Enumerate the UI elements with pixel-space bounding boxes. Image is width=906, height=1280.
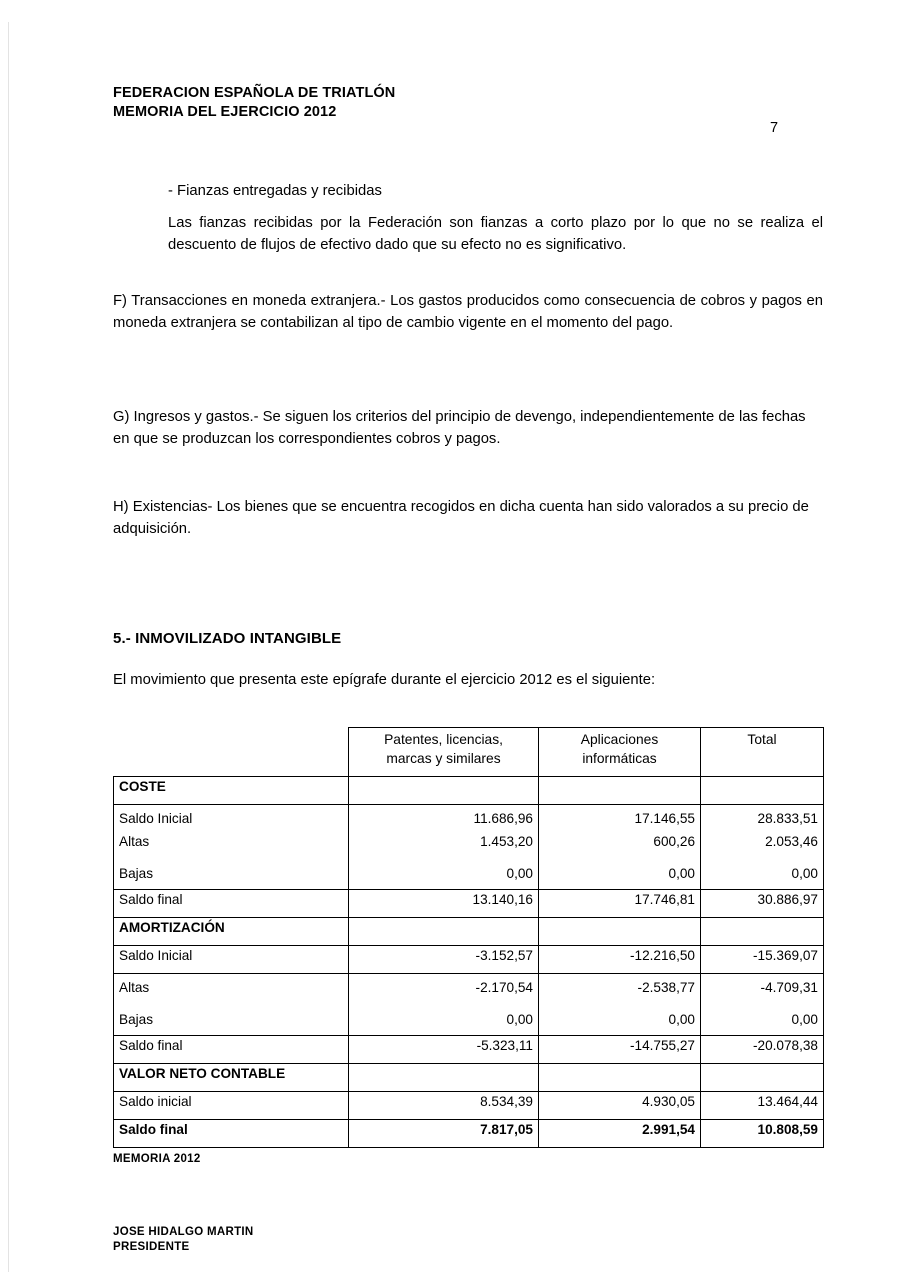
header-subtitle: MEMORIA DEL EJERCICIO 2012 bbox=[113, 104, 337, 120]
amortizacion-bajas-patentes: 0,00 bbox=[506, 1012, 533, 1027]
header-organization: FEDERACION ESPAÑOLA DE TRIATLÓN bbox=[113, 85, 396, 101]
valor-neto-saldo-inicial-aplicaciones: 4.930,05 bbox=[539, 1092, 701, 1120]
coste-bajas-aplicaciones: 0,00 bbox=[668, 866, 695, 881]
valor-neto-saldo-inicial-total: 13.464,44 bbox=[701, 1092, 824, 1120]
table-row bbox=[114, 805, 824, 890]
valor-neto-section-aplicaciones bbox=[539, 1064, 701, 1092]
coste-saldo-inicial-patentes: 11.686,96 bbox=[473, 811, 533, 826]
document-header bbox=[113, 84, 395, 122]
valor-neto-saldo-inicial-label: Saldo inicial bbox=[114, 1092, 349, 1120]
table-header-patentes bbox=[349, 728, 539, 777]
table-row bbox=[114, 1036, 824, 1064]
amortizacion-group-total bbox=[701, 974, 824, 1036]
valor-neto-section-patentes bbox=[349, 1064, 539, 1092]
amortizacion-bajas-label: Bajas bbox=[119, 1012, 154, 1027]
amortizacion-section-label: AMORTIZACIÓN bbox=[114, 918, 349, 946]
amortizacion-saldo-final-aplicaciones: -14.755,27 bbox=[539, 1036, 701, 1064]
valor-neto-section-total bbox=[701, 1064, 824, 1092]
table-header-aplicaciones bbox=[539, 728, 701, 777]
amortizacion-bajas-aplicaciones: 0,00 bbox=[668, 1012, 695, 1027]
table-row bbox=[114, 918, 824, 946]
valor-neto-section-label: VALOR NETO CONTABLE bbox=[114, 1064, 349, 1092]
section-h-paragraph: H) Existencias- Los bienes que se encuentra recogidos en dicha cuenta han sido valorados a su precio de adquisición. bbox=[113, 499, 809, 537]
coste-section-aplicaciones bbox=[539, 777, 701, 805]
amortizacion-saldo-inicial-total: -15.369,07 bbox=[701, 946, 824, 974]
section-g-block bbox=[113, 406, 823, 450]
amortizacion-altas-total: -4.709,31 bbox=[760, 980, 818, 995]
amortizacion-saldo-inicial-label: Saldo Inicial bbox=[114, 946, 349, 974]
intangible-assets-table bbox=[113, 727, 824, 1148]
section-f-block bbox=[113, 290, 823, 334]
amortizacion-group-aplicaciones bbox=[539, 974, 701, 1036]
coste-altas-label: Altas bbox=[119, 834, 150, 849]
valor-neto-saldo-final-patentes: 7.817,05 bbox=[349, 1120, 539, 1148]
amortizacion-altas-patentes: -2.170,54 bbox=[475, 980, 533, 995]
page-number: 7 bbox=[770, 120, 779, 136]
table-row bbox=[114, 777, 824, 805]
coste-section-total bbox=[701, 777, 824, 805]
coste-altas-patentes: 1.453,20 bbox=[480, 834, 533, 849]
coste-altas-aplicaciones: 600,26 bbox=[653, 834, 695, 849]
table-header-total: Total bbox=[701, 728, 824, 777]
table-row bbox=[114, 946, 824, 974]
amortizacion-altas-label: Altas bbox=[119, 980, 150, 995]
coste-saldo-inicial-total: 28.833,51 bbox=[757, 811, 818, 826]
valor-neto-saldo-inicial-patentes: 8.534,39 bbox=[349, 1092, 539, 1120]
scan-edge-line bbox=[8, 22, 9, 1272]
valor-neto-saldo-final-aplicaciones: 2.991,54 bbox=[539, 1120, 701, 1148]
section-5-title: 5.- INMOVILIZADO INTANGIBLE bbox=[113, 630, 342, 647]
intangible-assets-table-wrapper bbox=[113, 727, 823, 1148]
footer-signature-block bbox=[113, 1225, 254, 1255]
amortizacion-saldo-final-label: Saldo final bbox=[114, 1036, 349, 1064]
section-g-paragraph: G) Ingresos y gastos.- Se siguen los criterios del principio de devengo, independientemente de las fechas en que se produzcan los correspondientes cobros y pagos. bbox=[113, 409, 806, 447]
valor-neto-saldo-final-label: Saldo final bbox=[114, 1120, 349, 1148]
coste-saldo-final-label: Saldo final bbox=[114, 890, 349, 918]
footer-signer-role: PRESIDENTE bbox=[113, 1241, 190, 1253]
table-row bbox=[114, 1064, 824, 1092]
header-patentes-line1: Patentes, licencias, bbox=[384, 732, 503, 747]
amortizacion-saldo-final-total: -20.078,38 bbox=[701, 1036, 824, 1064]
table-row bbox=[114, 1120, 824, 1148]
header-patentes-line2: marcas y similares bbox=[386, 751, 501, 766]
section-h-block bbox=[113, 496, 823, 540]
amortizacion-bajas-total: 0,00 bbox=[791, 1012, 818, 1027]
amortizacion-group-labels bbox=[114, 974, 349, 1036]
coste-group-aplicaciones bbox=[539, 805, 701, 890]
amortizacion-saldo-final-patentes: -5.323,11 bbox=[349, 1036, 539, 1064]
table-header-blank bbox=[114, 728, 349, 777]
fianzas-paragraph: Las fianzas recibidas por la Federación son fianzas a corto plazo por lo que no se realiza el descuento de flujos de efectivo dado que su efecto no es significativo. bbox=[168, 215, 823, 253]
header-aplicaciones-line1: Aplicaciones bbox=[580, 732, 659, 747]
amortizacion-saldo-inicial-aplicaciones: -12.216,50 bbox=[539, 946, 701, 974]
table-header-row bbox=[114, 728, 824, 777]
coste-bajas-patentes: 0,00 bbox=[506, 866, 533, 881]
coste-saldo-inicial-label: Saldo Inicial bbox=[119, 811, 193, 826]
coste-saldo-final-aplicaciones: 17.746,81 bbox=[539, 890, 701, 918]
table-row bbox=[114, 1092, 824, 1120]
coste-group-labels bbox=[114, 805, 349, 890]
amortizacion-section-patentes bbox=[349, 918, 539, 946]
coste-altas-total: 2.053,46 bbox=[765, 834, 818, 849]
coste-group-patentes bbox=[349, 805, 539, 890]
coste-saldo-final-patentes: 13.140,16 bbox=[349, 890, 539, 918]
table-row bbox=[114, 974, 824, 1036]
amortizacion-saldo-inicial-patentes: -3.152,57 bbox=[349, 946, 539, 974]
amortizacion-group-patentes bbox=[349, 974, 539, 1036]
coste-group-total bbox=[701, 805, 824, 890]
coste-saldo-final-total: 30.886,97 bbox=[701, 890, 824, 918]
amortizacion-section-total bbox=[701, 918, 824, 946]
footer-memoria-label: MEMORIA 2012 bbox=[113, 1153, 201, 1165]
coste-bajas-label: Bajas bbox=[119, 866, 154, 881]
table-row bbox=[114, 890, 824, 918]
amortizacion-section-aplicaciones bbox=[539, 918, 701, 946]
coste-section-patentes bbox=[349, 777, 539, 805]
amortizacion-altas-aplicaciones: -2.538,77 bbox=[637, 980, 695, 995]
valor-neto-saldo-final-total: 10.808,59 bbox=[701, 1120, 824, 1148]
section-5-intro: El movimiento que presenta este epígrafe durante el ejercicio 2012 es el siguiente: bbox=[113, 672, 656, 688]
section-f-paragraph: F) Transacciones en moneda extranjera.- Los gastos producidos como consecuencia de cobros y pagos en moneda extranjera se contabilizan al tipo de cambio vigente en el momento del pago. bbox=[113, 293, 823, 331]
coste-section-label: COSTE bbox=[114, 777, 349, 805]
fianzas-heading: - Fianzas entregadas y recibidas bbox=[168, 183, 382, 199]
footer-signer-name: JOSE HIDALGO MARTIN bbox=[113, 1226, 254, 1238]
coste-bajas-total: 0,00 bbox=[791, 866, 818, 881]
coste-saldo-inicial-aplicaciones: 17.146,55 bbox=[634, 811, 695, 826]
header-aplicaciones-line2: informáticas bbox=[582, 751, 657, 766]
